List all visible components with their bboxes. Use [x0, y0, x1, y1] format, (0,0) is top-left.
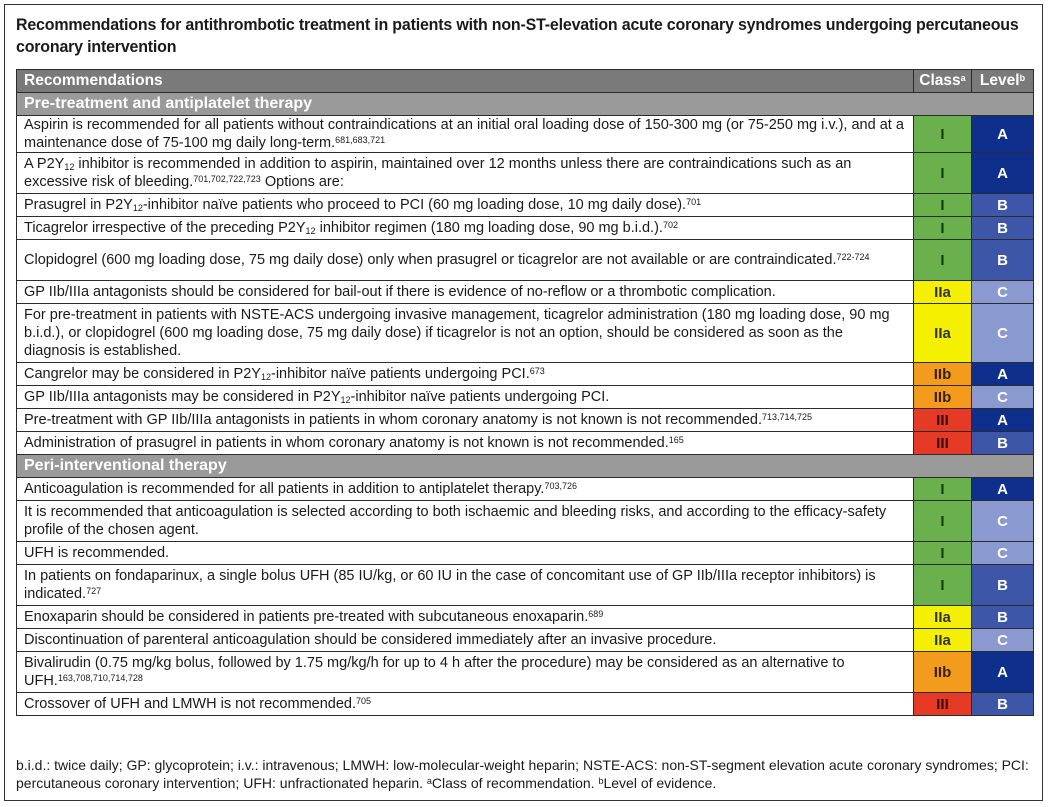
- recommendation-text: For pre-treatment in patients with NSTE-ACS undergoing invasive management, ticagrelor administration (180 mg loading dose, 90 mg b.i.d.), or clopidogrel (600 mg loading dose, 75 mg daily dose) if ticagrelor is not an option, should be considered as soon as the diagnosis is established.: [17, 304, 914, 363]
- title-line-2: coronary intervention: [16, 37, 177, 56]
- recommendation-row: [17, 304, 1034, 363]
- recommendation-text: Pre-treatment with GP IIb/IIIa antagonists in patients in whom coronary anatomy is not known is not recommended.$^{713,714,725}$: [17, 409, 914, 432]
- level-badge: C: [972, 281, 1034, 304]
- recommendations-table: [16, 69, 1034, 716]
- class-badge: IIa: [914, 304, 972, 363]
- recommendation-row: [17, 194, 1034, 217]
- class-badge: IIb: [914, 386, 972, 409]
- recommendation-text: Ticagrelor irrespective of the preceding $P2Y_{12}$ inhibitor regimen (180 mg loading dose, 90 mg b.i.d.).$^{702}$: [17, 217, 914, 240]
- level-badge: C: [972, 629, 1034, 652]
- class-badge: IIa: [914, 606, 972, 629]
- recommendation-text: Discontinuation of parenteral anticoagulation should be considered immediately after an invasive procedure.: [17, 629, 914, 652]
- header-row: [17, 70, 1034, 93]
- footnote-b-marker: b: [598, 776, 604, 786]
- recommendation-row: [17, 606, 1034, 629]
- level-badge: A: [972, 153, 1034, 194]
- level-badge: C: [972, 304, 1034, 363]
- recommendation-text: It is recommended that anticoagulation is selected according to both ischaemic and bleeding risks, and according to the efficacy-safety profile of the chosen agent.: [17, 501, 914, 542]
- level-badge: A: [972, 652, 1034, 693]
- recommendation-row: [17, 153, 1034, 194]
- level-badge: A: [972, 116, 1034, 153]
- recommendation-row: [17, 386, 1034, 409]
- recommendation-row: [17, 478, 1034, 501]
- recommendation-row: [17, 432, 1034, 455]
- recommendation-row: [17, 217, 1034, 240]
- class-badge: IIa: [914, 629, 972, 652]
- class-badge: IIb: [914, 363, 972, 386]
- level-badge: B: [972, 217, 1034, 240]
- recommendation-row: [17, 652, 1034, 693]
- title-line-1: Recommendations for antithrombotic treatment in patients with non-ST-elevation acute coronary syndromes undergoing percutaneous: [16, 15, 1019, 34]
- class-badge: I: [914, 217, 972, 240]
- class-badge: IIb: [914, 652, 972, 693]
- recommendation-text: Bivalirudin (0.75 mg/kg bolus, followed by 1.75 mg/kg/h for up to 4 h after the procedure) may be considered as an alternative to UFH.$^{163,708,710,714,728}$: [17, 652, 914, 693]
- header-level: Level$^b$: [972, 70, 1034, 93]
- class-badge: I: [914, 565, 972, 606]
- level-badge: A: [972, 409, 1034, 432]
- footnote-b-text: Level of evidence.: [603, 775, 717, 791]
- section-title: Peri-interventional therapy: [17, 455, 1034, 478]
- footnote-a-text: Class of recommendation.: [431, 775, 599, 791]
- section-header: [17, 93, 1034, 116]
- recommendation-row: [17, 116, 1034, 153]
- recommendation-row: [17, 629, 1034, 652]
- class-badge: I: [914, 501, 972, 542]
- level-badge: B: [972, 693, 1034, 716]
- recommendation-text: Clopidogrel (600 mg loading dose, 75 mg daily dose) only when prasugrel or ticagrelor are not available or are contraindicated.$^{722-724}$: [17, 240, 914, 281]
- table-title: [16, 14, 1019, 58]
- level-badge: A: [972, 478, 1034, 501]
- recommendation-text: Enoxaparin should be considered in patients pre-treated with subcutaneous enoxaparin.$^{689}$: [17, 606, 914, 629]
- footnote: [16, 756, 1031, 792]
- level-badge: A: [972, 363, 1034, 386]
- class-badge: III: [914, 409, 972, 432]
- recommendation-text: Aspirin is recommended for all patients without contraindications at an initial oral loading dose of 150-300 mg (or 75-250 mg i.v.), and at a maintenance dose of 75-100 mg daily long-term.$^{681,683,721}$: [17, 116, 914, 153]
- level-badge: B: [972, 240, 1034, 281]
- level-badge: C: [972, 542, 1034, 565]
- recommendation-row: [17, 363, 1034, 386]
- level-badge: B: [972, 606, 1034, 629]
- recommendation-text: A $P2Y_{12}$ inhibitor is recommended in addition to aspirin, maintained over 12 months unless there are contraindications such as an excessive risk of bleeding.$^{701,702,722,723}$ Options are:: [17, 153, 914, 194]
- recommendation-text: GP IIb/IIIa antagonists should be considered for bail-out if there is evidence of no-reflow or a thrombotic complication.: [17, 281, 914, 304]
- header-class: Class$^a$: [914, 70, 972, 93]
- header-recommendations: Recommendations: [17, 70, 914, 93]
- footnote-abbreviations: b.i.d.: twice daily; GP: glycoprotein; i.v.: intravenous; LMWH: low-molecular-weight heparin; NSTE-ACS: non-ST-segment elevation acute coronary syndromes; PCI: percutaneous coronary intervention; UFH: unfractionated heparin.: [16, 757, 1029, 791]
- footnote-a-marker: a: [426, 776, 432, 786]
- class-badge: I: [914, 153, 972, 194]
- level-badge: C: [972, 501, 1034, 542]
- recommendation-row: [17, 542, 1034, 565]
- class-badge: I: [914, 478, 972, 501]
- class-badge: I: [914, 240, 972, 281]
- table-body: [17, 93, 1034, 716]
- section-header: [17, 455, 1034, 478]
- level-badge: B: [972, 194, 1034, 217]
- level-badge: B: [972, 565, 1034, 606]
- section-title: Pre-treatment and antiplatelet therapy: [17, 93, 1034, 116]
- recommendation-row: [17, 501, 1034, 542]
- recommendation-text: Administration of prasugrel in patients in whom coronary anatomy is not known is not recommended.$^{165}$: [17, 432, 914, 455]
- recommendation-text: Crossover of UFH and LMWH is not recommended.$^{705}$: [17, 693, 914, 716]
- recommendation-row: [17, 409, 1034, 432]
- recommendation-text: GP IIb/IIIa antagonists may be considered in $P2Y_{12}$-inhibitor naïve patients undergoing PCI.: [17, 386, 914, 409]
- class-badge: III: [914, 432, 972, 455]
- recommendation-row: [17, 281, 1034, 304]
- recommendation-text: UFH is recommended.: [17, 542, 914, 565]
- recommendation-text: Anticoagulation is recommended for all patients in addition to antiplatelet therapy.$^{703,726}$: [17, 478, 914, 501]
- class-badge: IIa: [914, 281, 972, 304]
- class-badge: III: [914, 693, 972, 716]
- level-badge: B: [972, 432, 1034, 455]
- recommendation-row: [17, 565, 1034, 606]
- class-badge: I: [914, 194, 972, 217]
- recommendation-text: Cangrelor may be considered in $P2Y_{12}$-inhibitor naïve patients undergoing PCI.$^{673}$: [17, 363, 914, 386]
- class-badge: I: [914, 116, 972, 153]
- level-badge: C: [972, 386, 1034, 409]
- recommendation-text: In patients on fondaparinux, a single bolus UFH (85 IU/kg, or 60 IU in the case of concomitant use of GP IIb/IIIa receptor inhibitors) is indicated.$^{727}$: [17, 565, 914, 606]
- class-badge: I: [914, 542, 972, 565]
- recommendation-row: [17, 693, 1034, 716]
- recommendation-row: [17, 240, 1034, 281]
- recommendation-text: Prasugrel in $P2Y_{12}$-inhibitor naïve patients who proceed to PCI (60 mg loading dose, 10 mg daily dose).$^{701}$: [17, 194, 914, 217]
